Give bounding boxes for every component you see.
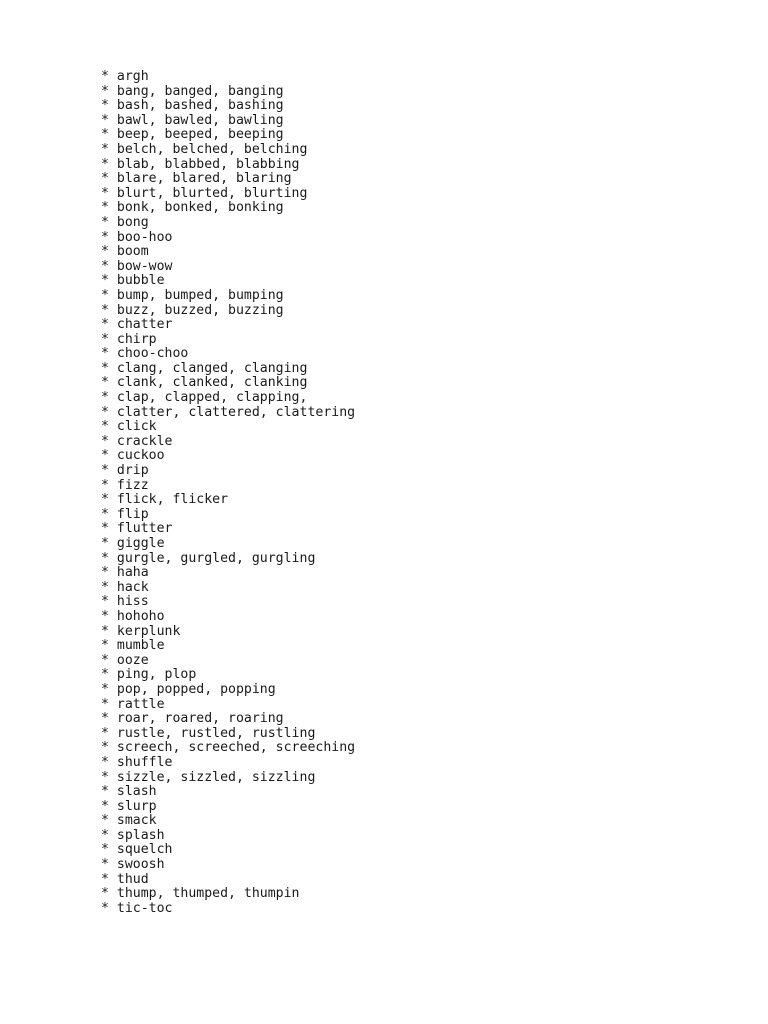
- list-item-text: chatter: [116, 317, 173, 333]
- bullet-asterisk: *: [101, 769, 117, 785]
- list-item: [101, 406, 355, 421]
- list-item: [101, 873, 355, 888]
- list-item: [101, 304, 355, 319]
- list-item: [101, 479, 355, 494]
- list-item-text: blab, blabbed, blabbing: [116, 156, 300, 172]
- list-item: [101, 552, 355, 567]
- list-item: [101, 814, 355, 829]
- list-item: [101, 522, 355, 537]
- list-item-text: bubble: [116, 273, 165, 289]
- bullet-asterisk: *: [101, 521, 117, 537]
- bullet-asterisk: *: [101, 98, 117, 114]
- list-item: [101, 683, 355, 698]
- bullet-asterisk: *: [101, 258, 117, 274]
- list-item: [101, 391, 355, 406]
- list-item: [101, 566, 355, 581]
- bullet-asterisk: *: [101, 827, 117, 843]
- list-item: [101, 595, 355, 610]
- bullet-asterisk: *: [101, 331, 117, 347]
- list-item: [101, 231, 355, 246]
- list-item: [101, 464, 355, 479]
- bullet-asterisk: *: [101, 317, 117, 333]
- bullet-asterisk: *: [101, 492, 117, 508]
- bullet-asterisk: *: [101, 477, 117, 493]
- list-item: [101, 245, 355, 260]
- list-item-text: thud: [116, 871, 149, 887]
- bullet-asterisk: *: [101, 857, 117, 873]
- list-item-text: ooze: [116, 652, 149, 668]
- bullet-asterisk: *: [101, 390, 117, 406]
- list-item: [101, 274, 355, 289]
- bullet-asterisk: *: [101, 638, 117, 654]
- list-item-text: click: [116, 419, 157, 435]
- list-item: [101, 625, 355, 640]
- list-item-text: blare, blared, blaring: [116, 171, 292, 187]
- bullet-asterisk: *: [101, 696, 117, 712]
- list-item-text: buzz, buzzed, buzzing: [116, 302, 284, 318]
- onomatopoeia-word-list: [101, 70, 355, 916]
- bullet-asterisk: *: [101, 200, 117, 216]
- list-item-text: shuffle: [116, 754, 173, 770]
- list-item: [101, 785, 355, 800]
- list-item: [101, 581, 355, 596]
- list-item-text: bump, bumped, bumping: [116, 287, 284, 303]
- bullet-asterisk: *: [101, 565, 117, 581]
- bullet-asterisk: *: [101, 229, 117, 245]
- list-item: [101, 70, 355, 85]
- list-item: [101, 843, 355, 858]
- list-item-text: swoosh: [116, 857, 165, 873]
- list-item-text: cuckoo: [116, 448, 165, 464]
- bullet-asterisk: *: [101, 69, 117, 84]
- list-item: [101, 771, 355, 786]
- list-item-text: boo-hoo: [116, 229, 173, 245]
- list-item-text: clap, clapped, clapping,: [116, 390, 308, 406]
- list-item: [101, 99, 355, 114]
- bullet-asterisk: *: [101, 244, 117, 260]
- list-item: [101, 800, 355, 815]
- bullet-asterisk: *: [101, 404, 117, 420]
- bullet-asterisk: *: [101, 711, 117, 727]
- bullet-asterisk: *: [101, 171, 117, 187]
- bullet-asterisk: *: [101, 886, 117, 902]
- list-item-text: hack: [116, 579, 149, 595]
- bullet-asterisk: *: [101, 375, 117, 391]
- bullet-asterisk: *: [101, 623, 117, 639]
- list-item-text: blurt, blurted, blurting: [116, 185, 308, 201]
- bullet-asterisk: *: [101, 273, 117, 289]
- bullet-asterisk: *: [101, 346, 117, 362]
- list-item: [101, 128, 355, 143]
- list-item-text: argh: [116, 69, 149, 84]
- list-item: [101, 449, 355, 464]
- list-item-text: flick, flicker: [116, 492, 229, 508]
- list-item-text: fizz: [116, 477, 149, 493]
- list-item-text: belch, belched, belching: [116, 141, 308, 157]
- list-item: [101, 85, 355, 100]
- bullet-asterisk: *: [101, 594, 117, 610]
- list-item-text: smack: [116, 813, 157, 829]
- list-item-text: gurgle, gurgled, gurgling: [116, 550, 316, 566]
- bullet-asterisk: *: [101, 83, 117, 99]
- bullet-asterisk: *: [101, 127, 117, 143]
- bullet-asterisk: *: [101, 754, 117, 770]
- list-item-text: hohoho: [116, 608, 165, 624]
- list-item-text: flutter: [116, 521, 173, 537]
- bullet-asterisk: *: [101, 784, 117, 800]
- list-item: [101, 216, 355, 231]
- list-item-text: slash: [116, 784, 157, 800]
- list-item: [101, 420, 355, 435]
- list-item-text: pop, popped, popping: [116, 681, 276, 697]
- list-item: [101, 201, 355, 216]
- bullet-asterisk: *: [101, 141, 117, 157]
- bullet-asterisk: *: [101, 463, 117, 479]
- list-item-text: ping, plop: [116, 667, 197, 683]
- bullet-asterisk: *: [101, 185, 117, 201]
- list-item: [101, 187, 355, 202]
- bullet-asterisk: *: [101, 842, 117, 858]
- list-item: [101, 435, 355, 450]
- list-item: [101, 333, 355, 348]
- list-item-text: chirp: [116, 331, 157, 347]
- list-item-text: screech, screeched, screeching: [116, 740, 356, 756]
- list-item: [101, 887, 355, 902]
- list-item: [101, 727, 355, 742]
- bullet-asterisk: *: [101, 448, 117, 464]
- list-item-text: clank, clanked, clanking: [116, 375, 308, 391]
- list-item: [101, 289, 355, 304]
- list-item-text: bonk, bonked, bonking: [116, 200, 284, 216]
- list-item: [101, 376, 355, 391]
- bullet-asterisk: *: [101, 550, 117, 566]
- list-item-text: squelch: [116, 842, 173, 858]
- bullet-asterisk: *: [101, 740, 117, 756]
- list-item: [101, 654, 355, 669]
- list-item-text: haha: [116, 565, 149, 581]
- bullet-asterisk: *: [101, 652, 117, 668]
- bullet-asterisk: *: [101, 419, 117, 435]
- list-item-text: hiss: [116, 594, 149, 610]
- bullet-asterisk: *: [101, 112, 117, 128]
- list-item-text: slurp: [116, 798, 157, 814]
- list-item-text: boom: [116, 244, 149, 260]
- list-item: [101, 712, 355, 727]
- bullet-asterisk: *: [101, 302, 117, 318]
- bullet-asterisk: *: [101, 681, 117, 697]
- list-item-text: rustle, rustled, rustling: [116, 725, 316, 741]
- list-item-text: tic-toc: [116, 900, 173, 916]
- list-item: [101, 829, 355, 844]
- list-item: [101, 493, 355, 508]
- bullet-asterisk: *: [101, 813, 117, 829]
- bullet-asterisk: *: [101, 433, 117, 449]
- list-item: [101, 537, 355, 552]
- list-item: [101, 639, 355, 654]
- list-item: [101, 114, 355, 129]
- list-item: [101, 756, 355, 771]
- bullet-asterisk: *: [101, 871, 117, 887]
- list-item: [101, 143, 355, 158]
- list-item: [101, 158, 355, 173]
- bullet-asterisk: *: [101, 608, 117, 624]
- list-item: [101, 508, 355, 523]
- list-item-text: kerplunk: [116, 623, 181, 639]
- list-item: [101, 902, 355, 917]
- bullet-asterisk: *: [101, 214, 117, 230]
- list-item-text: splash: [116, 827, 165, 843]
- list-item: [101, 610, 355, 625]
- list-item-text: flip: [116, 506, 149, 522]
- list-item-text: choo-choo: [116, 346, 189, 362]
- list-item-text: mumble: [116, 638, 165, 654]
- list-item-text: bow-wow: [116, 258, 173, 274]
- list-item-text: sizzle, sizzled, sizzling: [116, 769, 316, 785]
- list-item-text: roar, roared, roaring: [116, 711, 284, 727]
- bullet-asterisk: *: [101, 579, 117, 595]
- bullet-asterisk: *: [101, 798, 117, 814]
- list-item-text: clang, clanged, clanging: [116, 360, 308, 376]
- list-item-text: drip: [116, 463, 149, 479]
- bullet-asterisk: *: [101, 287, 117, 303]
- list-item: [101, 362, 355, 377]
- list-item-text: clatter, clattered, clattering: [116, 404, 356, 420]
- list-item: [101, 741, 355, 756]
- list-item-text: thump, thumped, thumpin: [116, 886, 300, 902]
- list-item-text: bong: [116, 214, 149, 230]
- list-item-text: beep, beeped, beeping: [116, 127, 284, 143]
- list-item-text: bash, bashed, bashing: [116, 98, 284, 114]
- list-item: [101, 347, 355, 362]
- list-item: [101, 698, 355, 713]
- list-item: [101, 858, 355, 873]
- bullet-asterisk: *: [101, 725, 117, 741]
- list-item: [101, 172, 355, 187]
- list-item-text: bawl, bawled, bawling: [116, 112, 284, 128]
- bullet-asterisk: *: [101, 156, 117, 172]
- bullet-asterisk: *: [101, 667, 117, 683]
- list-item: [101, 260, 355, 275]
- list-item-text: giggle: [116, 536, 165, 551]
- bullet-asterisk: *: [101, 536, 117, 551]
- list-item-text: bang, banged, banging: [116, 83, 284, 99]
- bullet-asterisk: *: [101, 506, 117, 522]
- bullet-asterisk: *: [101, 360, 117, 376]
- list-item: [101, 668, 355, 683]
- bullet-asterisk: *: [101, 900, 117, 916]
- list-item: [101, 318, 355, 333]
- list-item-text: crackle: [116, 433, 173, 449]
- list-item-text: rattle: [116, 696, 165, 712]
